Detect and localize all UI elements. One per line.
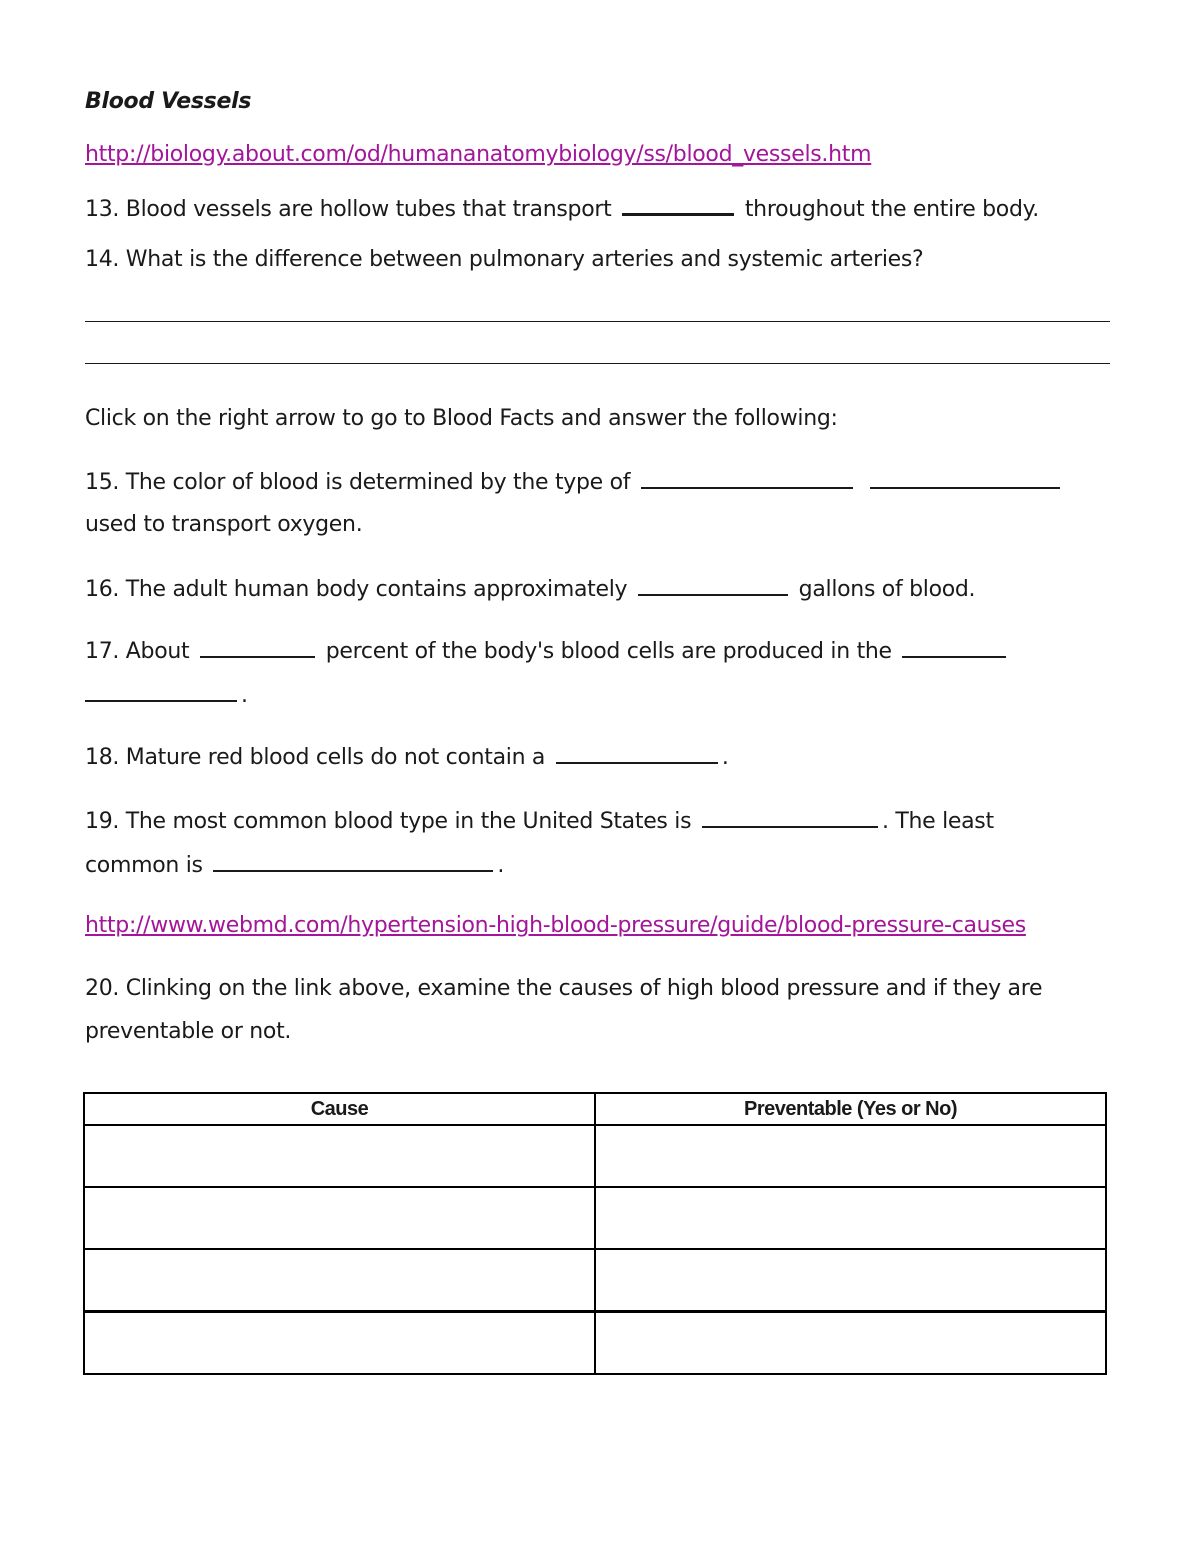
table-row <box>84 1125 1106 1187</box>
q17-line-2 <box>85 680 248 710</box>
q17-text-before: 17. About <box>85 639 190 664</box>
question-19 <box>85 806 994 836</box>
q19-answer-blank-1[interactable] <box>702 806 878 828</box>
q16-answer-blank[interactable] <box>638 574 788 596</box>
table-row <box>84 1312 1106 1375</box>
q15-answer-blank-1[interactable] <box>641 467 853 489</box>
causes-table <box>83 1092 1107 1375</box>
q17-answer-blank-1[interactable] <box>200 636 315 658</box>
cause-cell[interactable] <box>84 1125 595 1187</box>
q17-answer-blank-2[interactable] <box>902 636 1006 658</box>
q16-text-before: 16. The adult human body contains approximately <box>85 577 628 602</box>
question-16 <box>85 574 975 604</box>
q15-line-2: used to transport oxygen. <box>85 512 363 537</box>
q19-text-before: 19. The most common blood type in the United States is <box>85 809 692 834</box>
q19-line2-before: common is <box>85 853 203 878</box>
q13-text-after: throughout the entire body. <box>744 197 1039 222</box>
q13-text-before: 13. Blood vessels are hollow tubes that transport <box>85 197 612 222</box>
q18-text-before: 18. Mature red blood cells do not contain a <box>85 745 546 770</box>
header-preventable: Preventable (Yes or No) <box>595 1093 1106 1125</box>
preventable-cell[interactable] <box>595 1125 1106 1187</box>
preventable-cell[interactable] <box>595 1312 1106 1375</box>
preventable-cell[interactable] <box>595 1187 1106 1249</box>
question-17 <box>85 636 1010 666</box>
q15-text-before: 15. The color of blood is determined by the type of <box>85 470 631 495</box>
table-header-row <box>84 1093 1106 1125</box>
q17-text-end: . <box>241 683 248 708</box>
q14-answer-line-2[interactable] <box>85 363 1110 364</box>
q19-line2-after: . <box>497 853 505 878</box>
question-15 <box>85 467 1064 497</box>
question-20-line-1: 20. Clinking on the link above, examine the causes of high blood pressure and if they are <box>85 976 1043 1001</box>
q19-text-after: . The least <box>881 809 994 834</box>
header-cause: Cause <box>84 1093 595 1125</box>
section-title: Blood Vessels <box>85 89 252 114</box>
preventable-cell[interactable] <box>595 1249 1106 1312</box>
q18-text-after: . <box>721 745 729 770</box>
cause-cell[interactable] <box>84 1187 595 1249</box>
blood-pressure-link[interactable]: http://www.webmd.com/hypertension-high-blood-pressure/guide/blood-pressure-causes <box>85 913 1026 938</box>
q19-answer-blank-2[interactable] <box>213 850 493 872</box>
cause-cell[interactable] <box>84 1312 595 1375</box>
q14-answer-line-1[interactable] <box>85 321 1110 322</box>
q18-answer-blank[interactable] <box>556 742 718 764</box>
q19-line-2 <box>85 850 504 880</box>
blood-pressure-link-row <box>85 912 1026 940</box>
q17-text-middle: percent of the body's blood cells are produced in the <box>325 639 892 664</box>
question-14: 14. What is the difference between pulmonary arteries and systemic arteries? <box>85 247 924 272</box>
q16-text-after: gallons of blood. <box>798 577 976 602</box>
question-18 <box>85 742 729 772</box>
table-row <box>84 1249 1106 1312</box>
table-row <box>84 1187 1106 1249</box>
q15-answer-blank-2[interactable] <box>870 467 1060 489</box>
question-13 <box>85 193 1039 224</box>
cause-cell[interactable] <box>84 1249 595 1312</box>
q17-answer-blank-3[interactable] <box>85 680 237 702</box>
question-20-line-2: preventable or not. <box>85 1019 292 1044</box>
instruction-text: Click on the right arrow to go to Blood Facts and answer the following: <box>85 406 838 431</box>
blood-vessels-link-row <box>85 141 871 169</box>
blood-vessels-link[interactable]: http://biology.about.com/od/humananatomybiology/ss/blood_vessels.htm <box>85 142 872 167</box>
q13-answer-blank[interactable] <box>622 193 734 216</box>
